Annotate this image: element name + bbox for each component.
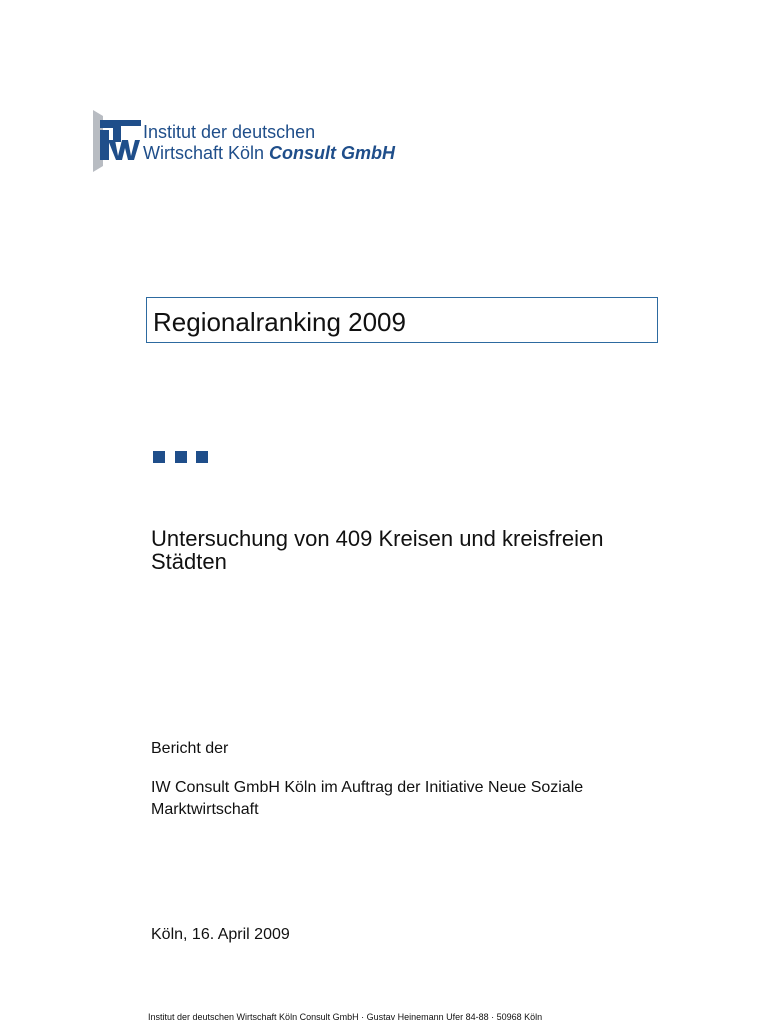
footer-address: Institut der deutschen Wirtschaft Köln Consult GmbH · Gustav Heinemann Ufer 84-88 · 50968 Köln (148, 1012, 543, 1022)
document-title: Regionalranking 2009 (153, 307, 406, 337)
logo-line-2-accent: Consult GmbH (269, 143, 396, 163)
report-intro: Bericht der (151, 740, 229, 757)
company-logo (93, 110, 413, 174)
logo-line-2 (143, 143, 395, 164)
square-icon (175, 451, 187, 463)
logo-wordmark (143, 122, 395, 164)
title-box (146, 297, 658, 343)
report-author: IW Consult GmbH Köln im Auftrag der Initiative Neue Soziale Marktwirtschaft (151, 779, 584, 818)
logo-line-1: Institut der deutschen (143, 122, 316, 142)
document-subtitle: Untersuchung von 409 Kreisen und kreisfreien Städten (151, 526, 604, 574)
square-icon (196, 451, 208, 463)
square-icon (153, 451, 165, 463)
iw-logo-icon (93, 110, 141, 172)
place-date: Köln, 16. April 2009 (151, 926, 290, 943)
logo-line-2-regular: Wirtschaft Köln (143, 143, 270, 163)
